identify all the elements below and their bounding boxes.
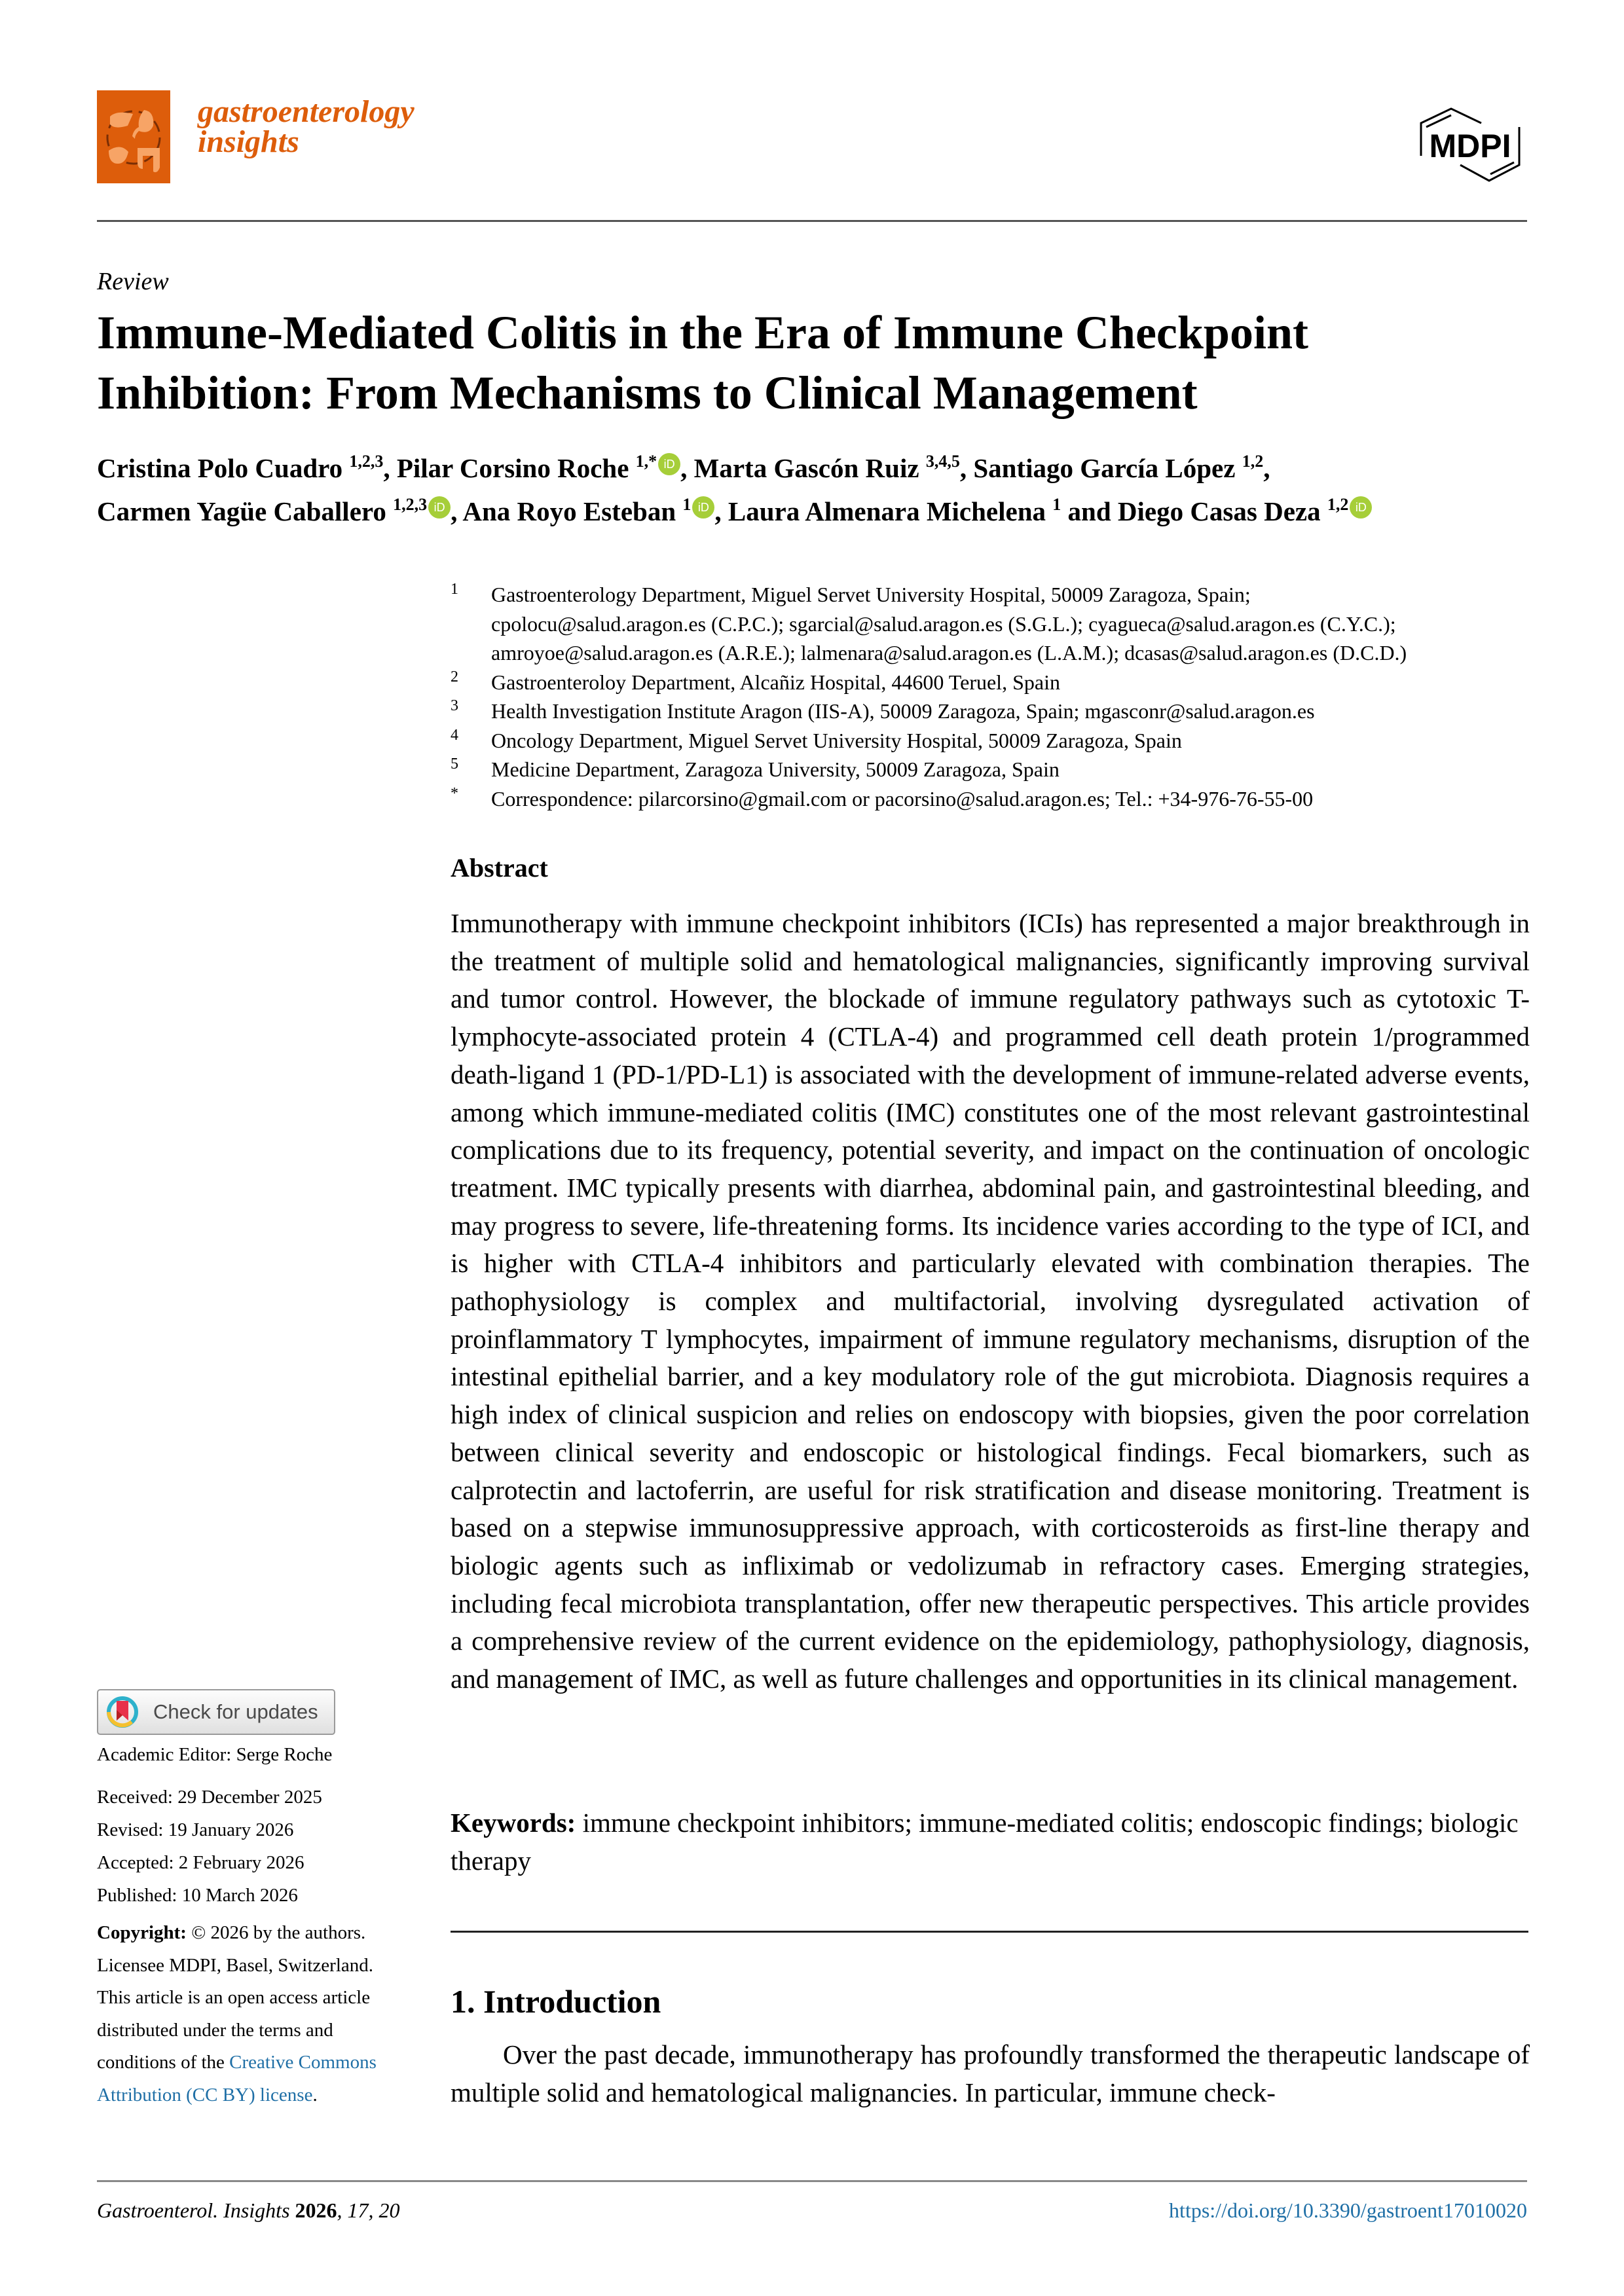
date-accepted: Accepted: 2 February 2026 (97, 1852, 304, 1873)
author-line-2: Carmen Yagüe Caballero $^{1,2,3}$ iD , Ana Royo Esteban $^1$ iD , Laura Almenara Michelena $^1$ and Diego Casas Deza $^{1,2}$ iD (97, 490, 1531, 533)
abstract-divider (451, 1931, 1528, 1933)
author-affil-sup: 1,2,3 (349, 452, 384, 471)
orcid-icon[interactable]: iD (1350, 496, 1372, 519)
affiliation-1: 1 Gastroenterology Department, Miguel Servet University Hospital, 50009 Zaragoza, Spain; cpolocu@salud.aragon.es (C.P.C.); sgarcial@salud.aragon.es (S.G.L.); cyagueca@salud.aragon.es (C.Y.C.); amroyoe@salud.aragon.es (A.R.E.); lalmenara@salud.aragon.es (L.A.M.); dcasas@salud.aragon.es (D.C.D.) (451, 581, 1407, 665)
check-updates-icon (106, 1696, 139, 1728)
affiliation-4: 4 Oncology Department, Miguel Servet University Hospital, 50009 Zaragoza, Spain (451, 726, 1182, 752)
author-line-1: Cristina Polo Cuadro $^{1,2,3}$, Pilar Corsino Roche $^{1,*}$ iD , Marta Gascón Ruiz $^{3,4,5}$, Santiago García López $^{1,2}$, (97, 452, 1270, 483)
header-divider (97, 220, 1527, 222)
copyright-label: Copyright: (97, 1922, 187, 1943)
date-received: Received: 29 December 2025 (97, 1787, 322, 1808)
keywords-text: immune checkpoint inhibitors; immune-mediated colitis; endoscopic findings; biologic therapy (451, 1808, 1519, 1876)
abstract-heading: Abstract (451, 853, 548, 883)
author-name: Ana Royo Esteban (462, 496, 676, 526)
affiliations (451, 580, 1538, 813)
author-name: Santiago García López (973, 453, 1236, 483)
correspondence: * Correspondence: pilarcorsino@gmail.com or pacorsino@salud.aragon.es; Tel.: +34-976-76-55-00 (451, 784, 1314, 811)
affiliation-2: 2 Gastroenteroloy Department, Alcañiz Hospital, 44600 Teruel, Spain (451, 668, 1060, 694)
publication-dates (97, 1781, 322, 1912)
academic-editor: Academic Editor: Serge Roche (97, 1744, 333, 1765)
author-name: Laura Almenara Michelena (728, 496, 1046, 526)
check-updates-label: Check for updates (153, 1700, 318, 1723)
keywords-label: Keywords: (451, 1808, 576, 1838)
doi-link[interactable]: https://doi.org/10.3390/gastroent17010020 (1169, 2198, 1527, 2222)
journal-abbrev: Gastroenterol. Insights (97, 2198, 290, 2222)
orcid-icon[interactable]: iD (692, 496, 714, 519)
date-published: Published: 10 March 2026 (97, 1885, 298, 1906)
author-affil-sup: 1,2,3 (393, 495, 428, 514)
section-heading-introduction: 1. Introduction (451, 1983, 661, 2020)
author-name: Marta Gascón Ruiz (693, 453, 919, 483)
date-revised: Revised: 19 January 2026 (97, 1819, 294, 1840)
author-affil-sup: 1,* (635, 452, 657, 471)
svg-text:MDPI: MDPI (1429, 128, 1511, 164)
orcid-icon[interactable]: iD (428, 496, 451, 519)
citation-year: 2026 (295, 2198, 337, 2222)
mdpi-logo-icon (1408, 105, 1532, 190)
author-affil-sup: 1,2 (1242, 452, 1264, 471)
article-title (97, 302, 1531, 423)
author-name: Carmen Yagüe Caballero (97, 496, 386, 526)
author-name: Pilar Corsino Roche (396, 453, 629, 483)
volume-page: , 17, 20 (337, 2198, 400, 2222)
author-name: Cristina Polo Cuadro (97, 453, 343, 483)
journal-name-line1: gastroenterology (198, 94, 415, 129)
title-line2: Inhibition: From Mechanisms to Clinical Management (97, 367, 1198, 419)
author-affil-sup: 1,2 (1327, 495, 1349, 514)
abstract-text: Immunotherapy with immune checkpoint inhibitors (ICIs) has represented a major breakthrough in the treatment of multiple solid and hematological malignancies, significantly improving survival and tumor control. However, the blockade of immune regulatory pathways such as cytotoxic T-lymphocyte-associated protein 4 (CTLA-4) and programmed cell death protein 1/programmed death-ligand 1 (PD-1/PD-L1) is associated with the development of immune-related adverse events, among which immune-mediated colitis (IMC) constitutes one of the most relevant gastrointestinal complications due to its frequency, potential severity, and impact on the continuation of oncologic treatment. IMC typically presents with diarrhea, abdominal pain, and gastrointestinal bleeding, and may progress to severe, life-threatening forms. Its incidence varies according to the type of ICI, and is higher with CTLA-4 inhibitors and particularly elevated with combination therapies. The pathophysiology is complex and multifactorial, involving dysregulated activation of proinflammatory T lymphocytes, impairment of immune regulatory mechanisms, disruption of the intestinal epithelial barrier, and a key modulatory role of the gut microbiota. Diagnosis requires a high index of clinical suspicion and relies on endoscopy with biopsies, given the poor correlation between clinical severity and endoscopic or histological findings. Fecal biomarkers, such as calprotectin and lactoferrin, are useful for risk stratification and disease monitoring. Treatment is based on a stepwise immunosuppressive approach, with corticosteroids as first-line therapy and biologic agents such as infliximab or vedolizumab in refractory cases. Emerging strategies, including fecal microbiota transplantation, offer new therapeutic perspectives. This article provides a comprehensive review of the current evidence on the epidemiology, pathophysiology, diagnosis, and management of IMC, as well as future challenges and opportunities in its clinical management. (451, 908, 1530, 1694)
license-link[interactable]: Creative Commons Attribution (CC BY) license (97, 2052, 377, 2105)
journal-name (198, 94, 415, 159)
journal-logo-icon (97, 90, 170, 183)
introduction-text: Over the past decade, immunotherapy has profoundly transformed the therapeutic landscape of multiple solid and hematological malignancies. In particular, immune check- (451, 2039, 1530, 2107)
affiliation-5: 5 Medicine Department, Zaragoza University, 50009 Zaragoza, Spain (451, 756, 1060, 781)
author-affil-sup: 1 (1052, 495, 1061, 514)
keywords (451, 1804, 1530, 1880)
citation (97, 2198, 400, 2223)
check-for-updates-button[interactable] (97, 1689, 335, 1735)
title-line1: Immune-Mediated Colitis in the Era of Immune Checkpoint (97, 306, 1308, 359)
author-affil-sup: 3,4,5 (925, 452, 960, 471)
author-name: Diego Casas Deza (1117, 496, 1321, 526)
author-list (97, 446, 1531, 533)
copyright-notice: Copyright: © 2026 by the authors. Licensee MDPI, Basel, Switzerland. This article is an open access article distributed under the terms and conditions of the Creative Commons Attribution (CC BY) license. (97, 1922, 377, 2105)
author-affil-sup: 1 (682, 495, 692, 514)
journal-name-line2: insights (198, 124, 299, 159)
orcid-icon[interactable]: iD (658, 453, 680, 475)
article-type: Review (97, 268, 169, 295)
affiliation-3: 3 Health Investigation Institute Aragon (IIS-A), 50009 Zaragoza, Spain; mgasconr@salud.aragon.es (451, 697, 1315, 723)
footer-divider (97, 2180, 1527, 2182)
